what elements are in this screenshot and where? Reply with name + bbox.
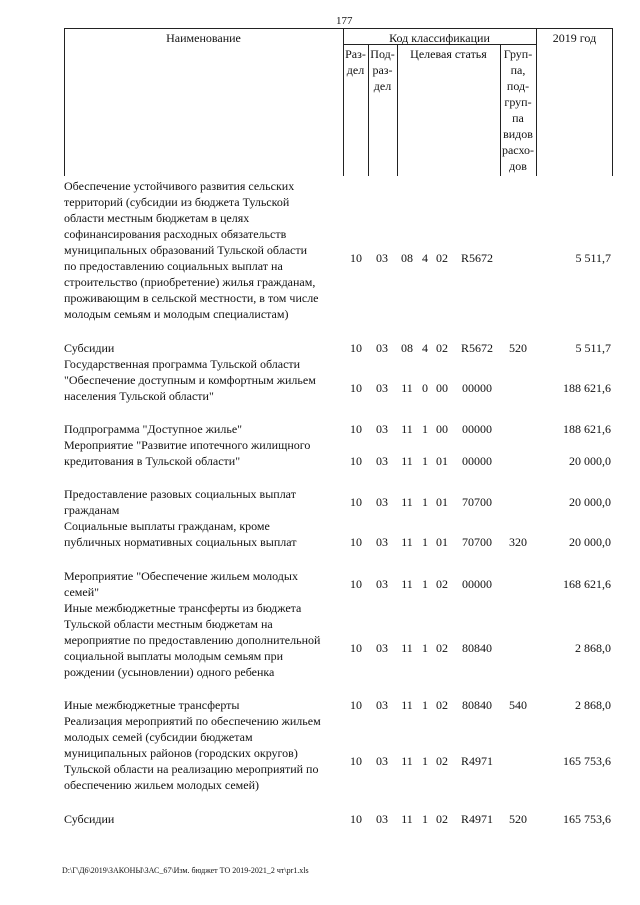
row-amount: 20 000,0 <box>569 454 611 468</box>
row-podrazdel: 03 <box>376 454 388 468</box>
file-path-footer: D:\Г\Д6\2019\ЗАКОНЫ\ЗАС_67\Изм. бюджет ТО 2019-2021_2 чт\pr1.xls <box>62 866 309 875</box>
table-row <box>64 486 613 518</box>
table-row <box>64 568 613 600</box>
row-razdel: 10 <box>350 454 362 468</box>
row-subprogram: 1 <box>422 812 428 826</box>
row-podrazdel: 03 <box>376 641 388 655</box>
row-direction: R4971 <box>460 812 493 826</box>
row-name: Государственная программа Тульской области "Обеспечение доступным и комфортным жильем населения Тульской области" <box>64 357 316 403</box>
row-subprogram: 1 <box>422 454 428 468</box>
row-direction: R5672 <box>460 341 493 355</box>
row-program: 11 <box>401 577 413 591</box>
row-razdel: 10 <box>350 381 362 395</box>
row-program: 11 <box>401 422 413 436</box>
row-subprogram: 1 <box>422 495 428 509</box>
row-podrazdel: 03 <box>376 495 388 509</box>
row-program: 11 <box>401 454 413 468</box>
header-razdel: Раз- дел <box>345 47 366 77</box>
table-header <box>64 28 613 176</box>
row-direction: 00000 <box>462 422 492 436</box>
table-row <box>64 697 613 713</box>
row-amount: 20 000,0 <box>569 535 611 549</box>
row-razdel: 10 <box>350 495 362 509</box>
row-razdel: 10 <box>350 251 362 265</box>
row-amount: 165 753,6 <box>563 812 611 826</box>
row-subprogram: 0 <box>422 381 428 395</box>
header-group: Груп- па, под- груп- па видов расхо- дов <box>501 47 535 173</box>
row-name: Социальные выплаты гражданам, кроме публичных нормативных социальных выплат <box>64 519 297 549</box>
table-row <box>64 437 613 469</box>
table-row <box>64 356 613 404</box>
row-amount: 20 000,0 <box>569 495 611 509</box>
row-podrazdel: 03 <box>376 535 388 549</box>
table-row <box>64 340 613 356</box>
row-name: Мероприятие "Развитие ипотечного жилищного кредитования в Тульской области" <box>64 438 311 468</box>
row-event: 02 <box>436 577 448 591</box>
table-row <box>64 713 613 793</box>
row-program: 08 <box>401 251 413 265</box>
row-event: 02 <box>436 251 448 265</box>
row-razdel: 10 <box>350 698 362 712</box>
row-amount: 168 621,6 <box>563 577 611 591</box>
row-event: 01 <box>436 535 448 549</box>
row-amount: 165 753,6 <box>563 754 611 768</box>
row-direction: 80840 <box>462 698 492 712</box>
row-direction: 00000 <box>462 577 492 591</box>
row-podrazdel: 03 <box>376 577 388 591</box>
row-podrazdel: 03 <box>376 698 388 712</box>
row-razdel: 10 <box>350 577 362 591</box>
row-name: Иные межбюджетные трансферты из бюджета Тульской области местным бюджетам на мероприятие по предоставлению дополнительной социальной выплаты молодым семьям при рождении (усыновлении) одного ребенка <box>64 601 321 679</box>
table-row <box>64 600 613 680</box>
row-razdel: 10 <box>350 812 362 826</box>
row-program: 11 <box>401 754 413 768</box>
row-subprogram: 4 <box>422 251 428 265</box>
row-direction: R5672 <box>460 251 493 265</box>
row-amount: 188 621,6 <box>563 381 611 395</box>
row-direction: 00000 <box>462 381 492 395</box>
row-program: 08 <box>401 341 413 355</box>
row-podrazdel: 03 <box>376 812 388 826</box>
row-subprogram: 1 <box>422 535 428 549</box>
row-razdel: 10 <box>350 641 362 655</box>
row-event: 01 <box>436 495 448 509</box>
row-razdel: 10 <box>350 341 362 355</box>
table-row <box>64 421 613 437</box>
row-event: 02 <box>436 698 448 712</box>
row-name: Предоставление разовых социальных выплат гражданам <box>64 487 296 517</box>
row-direction: R4971 <box>460 754 493 768</box>
row-direction: 00000 <box>462 454 492 468</box>
row-name: Иные межбюджетные трансферты <box>64 698 240 712</box>
row-podrazdel: 03 <box>376 341 388 355</box>
row-podrazdel: 03 <box>376 381 388 395</box>
row-subprogram: 1 <box>422 754 428 768</box>
table-row <box>64 518 613 550</box>
table-row <box>64 178 613 322</box>
row-program: 11 <box>401 698 413 712</box>
row-subprogram: 4 <box>422 341 428 355</box>
budget-table-body <box>64 178 613 838</box>
row-program: 11 <box>401 535 413 549</box>
header-name: Наименование <box>166 31 241 45</box>
row-direction: 70700 <box>462 495 492 509</box>
row-name: Обеспечение устойчивого развития сельских территорий (субсидии из бюджета Тульской области местным бюджетам в целях софинансирования расходных обязательств муниципальных образований Тульской области по предоставлению социальных выплат на строительство (приобретение) жилья гражданам, проживающим в сельской местности, в том числе молодым семьям и молодым специалистам) <box>64 179 319 321</box>
row-amount: 5 511,7 <box>575 341 611 355</box>
row-program: 11 <box>401 381 413 395</box>
page-number: 177 <box>336 15 353 27</box>
row-subprogram: 1 <box>422 698 428 712</box>
row-event: 02 <box>436 812 448 826</box>
row-subprogram: 1 <box>422 422 428 436</box>
row-group: 520 <box>509 341 527 355</box>
row-group: 540 <box>509 698 527 712</box>
row-subprogram: 1 <box>422 641 428 655</box>
header-target: Целевая статья <box>410 47 487 61</box>
table-row <box>64 811 613 827</box>
row-podrazdel: 03 <box>376 754 388 768</box>
header-podrazdel: Под- раз- дел <box>370 47 395 93</box>
row-event: 02 <box>436 341 448 355</box>
row-podrazdel: 03 <box>376 251 388 265</box>
row-name: Реализация мероприятий по обеспечению жильем молодых семей (субсидии бюджетам муниципальных районов (городских округов) Тульской области на реализацию мероприятий по обеспечению жильем молодых семей) <box>64 714 321 792</box>
row-amount: 2 868,0 <box>575 698 611 712</box>
row-event: 02 <box>436 641 448 655</box>
row-name: Подпрограмма "Доступное жилье" <box>64 422 243 436</box>
row-direction: 80840 <box>462 641 492 655</box>
row-program: 11 <box>401 641 413 655</box>
header-code: Код классификации <box>389 31 490 45</box>
row-direction: 70700 <box>462 535 492 549</box>
row-razdel: 10 <box>350 535 362 549</box>
row-program: 11 <box>401 495 413 509</box>
row-program: 11 <box>401 812 413 826</box>
row-amount: 5 511,7 <box>575 251 611 265</box>
row-podrazdel: 03 <box>376 422 388 436</box>
row-group: 520 <box>509 812 527 826</box>
row-event: 01 <box>436 454 448 468</box>
row-event: 02 <box>436 754 448 768</box>
row-event: 00 <box>436 381 448 395</box>
header-year: 2019 год <box>552 31 597 45</box>
row-event: 00 <box>436 422 448 436</box>
row-name: Мероприятие "Обеспечение жильем молодых семей" <box>64 569 298 599</box>
row-razdel: 10 <box>350 754 362 768</box>
row-amount: 188 621,6 <box>563 422 611 436</box>
row-name: Субсидии <box>64 812 115 826</box>
row-name: Субсидии <box>64 341 115 355</box>
row-group: 320 <box>509 535 527 549</box>
row-subprogram: 1 <box>422 577 428 591</box>
row-razdel: 10 <box>350 422 362 436</box>
row-amount: 2 868,0 <box>575 641 611 655</box>
